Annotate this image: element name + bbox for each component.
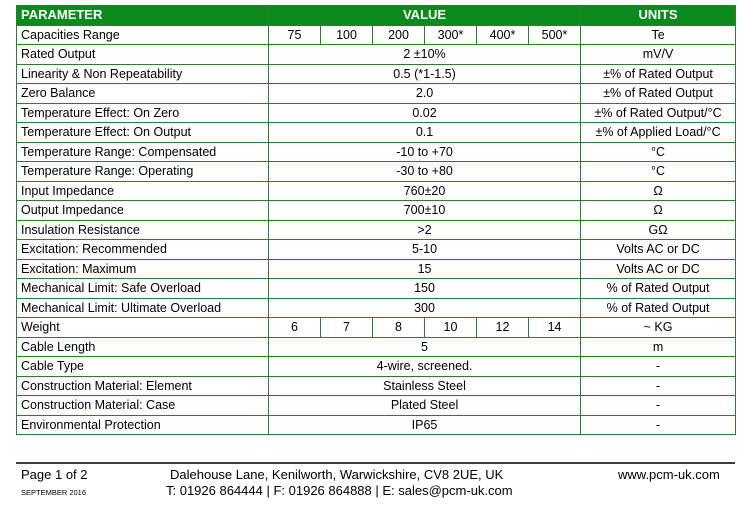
unit-cell: ±% of Rated Output/°C xyxy=(581,103,736,123)
table-row xyxy=(17,240,736,260)
parameter-cell: Linearity & Non Repeatability xyxy=(17,64,269,84)
parameter-cell: Excitation: Maximum xyxy=(17,259,269,279)
unit-cell: Ω xyxy=(581,201,736,221)
table-row xyxy=(17,123,736,143)
unit-cell: - xyxy=(581,357,736,377)
header-row xyxy=(17,6,736,26)
unit-cell: Te xyxy=(581,25,736,45)
value-cell: 7 xyxy=(321,318,373,338)
value-cell: 300 xyxy=(269,298,581,318)
parameter-cell: Cable Type xyxy=(17,357,269,377)
table-row xyxy=(17,279,736,299)
unit-cell: ±% of Rated Output xyxy=(581,64,736,84)
table-row xyxy=(17,45,736,65)
specification-table xyxy=(16,5,736,435)
value-cell: 14 xyxy=(529,318,581,338)
parameter-header: PARAMETER xyxy=(17,6,269,26)
unit-cell: Volts AC or DC xyxy=(581,240,736,260)
value-cell: 2 ±10% xyxy=(269,45,581,65)
table-row xyxy=(17,142,736,162)
value-cell: IP65 xyxy=(269,415,581,435)
company-website: www.pcm-uk.com xyxy=(618,467,720,482)
parameter-cell: Temperature Range: Operating xyxy=(17,162,269,182)
table-row xyxy=(17,162,736,182)
parameter-cell: Weight xyxy=(17,318,269,338)
value-cell: Stainless Steel xyxy=(269,376,581,396)
company-address: Dalehouse Lane, Kenilworth, Warwickshire, CV8 2UE, UK xyxy=(170,467,504,482)
table-row xyxy=(17,84,736,104)
unit-cell: % of Rated Output xyxy=(581,298,736,318)
table-row xyxy=(17,415,736,435)
value-header: VALUE xyxy=(269,6,581,26)
value-cell: 400* xyxy=(477,25,529,45)
table-row xyxy=(17,181,736,201)
parameter-cell: Temperature Range: Compensated xyxy=(17,142,269,162)
value-cell: 5 xyxy=(269,337,581,357)
value-cell: 15 xyxy=(269,259,581,279)
value-cell: -10 to +70 xyxy=(269,142,581,162)
parameter-cell: Input Impedance xyxy=(17,181,269,201)
parameter-cell: Insulation Resistance xyxy=(17,220,269,240)
unit-cell: - xyxy=(581,415,736,435)
unit-cell: Volts AC or DC xyxy=(581,259,736,279)
units-header: UNITS xyxy=(581,6,736,26)
table-row xyxy=(17,201,736,221)
weight-row xyxy=(17,318,736,338)
unit-cell: ~ KG xyxy=(581,318,736,338)
value-cell: 12 xyxy=(477,318,529,338)
value-cell: 10 xyxy=(425,318,477,338)
table-row xyxy=(17,64,736,84)
value-cell: Plated Steel xyxy=(269,396,581,416)
table-row xyxy=(17,259,736,279)
value-cell: 8 xyxy=(373,318,425,338)
parameter-cell: Temperature Effect: On Output xyxy=(17,123,269,143)
unit-cell: - xyxy=(581,396,736,416)
value-cell: 5-10 xyxy=(269,240,581,260)
unit-cell: °C xyxy=(581,142,736,162)
value-cell: 2.0 xyxy=(269,84,581,104)
value-cell: 300* xyxy=(425,25,477,45)
value-cell: 200 xyxy=(373,25,425,45)
table-row xyxy=(17,396,736,416)
parameter-cell: Construction Material: Element xyxy=(17,376,269,396)
company-contact: T: 01926 864444 | F: 01926 864888 | E: sales@pcm-uk.com xyxy=(166,483,513,498)
unit-cell: Ω xyxy=(581,181,736,201)
value-cell: 0.02 xyxy=(269,103,581,123)
value-cell: 150 xyxy=(269,279,581,299)
unit-cell: - xyxy=(581,376,736,396)
parameter-cell: Temperature Effect: On Zero xyxy=(17,103,269,123)
footer-divider xyxy=(16,462,735,464)
table-row xyxy=(17,357,736,377)
table-row xyxy=(17,337,736,357)
parameter-cell: Mechanical Limit: Safe Overload xyxy=(17,279,269,299)
parameter-cell: Cable Length xyxy=(17,337,269,357)
value-cell: >2 xyxy=(269,220,581,240)
unit-cell: GΩ xyxy=(581,220,736,240)
document-date: SEPTEMBER 2016 xyxy=(21,488,87,497)
unit-cell: ±% of Applied Load/°C xyxy=(581,123,736,143)
parameter-cell: Environmental Protection xyxy=(17,415,269,435)
unit-cell: mV/V xyxy=(581,45,736,65)
value-cell: 100 xyxy=(321,25,373,45)
table-row xyxy=(17,298,736,318)
value-cell: 4-wire, screened. xyxy=(269,357,581,377)
parameter-cell: Construction Material: Case xyxy=(17,396,269,416)
table-row xyxy=(17,220,736,240)
parameter-cell: Mechanical Limit: Ultimate Overload xyxy=(17,298,269,318)
value-cell: 0.1 xyxy=(269,123,581,143)
parameter-cell: Rated Output xyxy=(17,45,269,65)
page-number: Page 1 of 2 xyxy=(21,467,88,482)
value-cell: 0.5 (*1-1.5) xyxy=(269,64,581,84)
unit-cell: m xyxy=(581,337,736,357)
value-cell: 75 xyxy=(269,25,321,45)
parameter-cell: Capacities Range xyxy=(17,25,269,45)
parameter-cell: Zero Balance xyxy=(17,84,269,104)
capacities-row xyxy=(17,25,736,45)
value-cell: 700±10 xyxy=(269,201,581,221)
value-cell: -30 to +80 xyxy=(269,162,581,182)
unit-cell: °C xyxy=(581,162,736,182)
value-cell: 500* xyxy=(529,25,581,45)
value-cell: 760±20 xyxy=(269,181,581,201)
unit-cell: ±% of Rated Output xyxy=(581,84,736,104)
value-cell: 6 xyxy=(269,318,321,338)
parameter-cell: Output Impedance xyxy=(17,201,269,221)
parameter-cell: Excitation: Recommended xyxy=(17,240,269,260)
unit-cell: % of Rated Output xyxy=(581,279,736,299)
table-row xyxy=(17,376,736,396)
table-row xyxy=(17,103,736,123)
